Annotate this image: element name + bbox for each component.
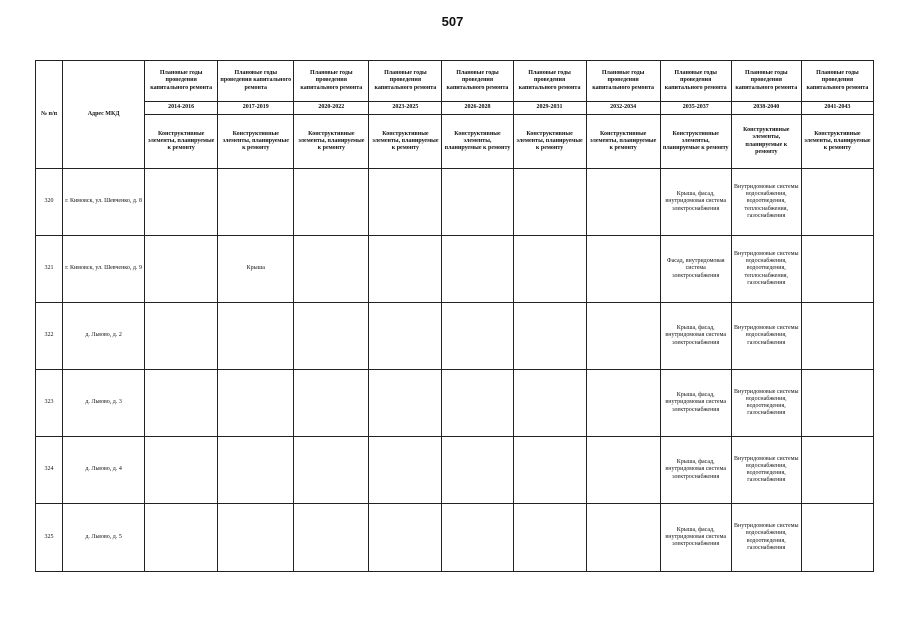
repair-cell: Внутридомовые системы водоснабжения, водоотведения, газоснабжения [731, 437, 801, 504]
repair-cell [369, 303, 442, 370]
repair-cell [294, 437, 369, 504]
header-row-years [36, 102, 874, 115]
repair-cell: Крыша, фасад, внутридомовая система электроснабжения [660, 504, 731, 572]
repair-cell [513, 236, 586, 303]
header-period: Плановые годы проведения капитального ремонта [801, 61, 873, 102]
table-row [36, 169, 874, 236]
repair-cell: Внутридомовые системы водоснабжения, газоснабжения [731, 303, 801, 370]
repair-cell [513, 504, 586, 572]
repair-cell [369, 504, 442, 572]
header-num: № п/п [36, 61, 63, 169]
repair-cell [513, 303, 586, 370]
repair-cell [145, 437, 218, 504]
repair-cell [369, 370, 442, 437]
header-elements: Конструктивные элементы, планируемые к ремонту [586, 115, 660, 169]
repair-cell [294, 236, 369, 303]
header-elements: Конструктивные элементы, планируемые к ремонту [731, 115, 801, 169]
header-elements: Конструктивные элементы, планируемые к ремонту [145, 115, 218, 169]
repair-cell [801, 169, 873, 236]
table-row [36, 303, 874, 370]
row-address: д. Львово, д. 4 [63, 437, 145, 504]
header-elements: Конструктивные элементы, планируемые к ремонту [294, 115, 369, 169]
header-period: Плановые годы проведения капитального ремонта [731, 61, 801, 102]
table-row [36, 236, 874, 303]
repair-cell [801, 437, 873, 504]
repair-cell: Крыша, фасад, внутридомовая система электроснабжения [660, 370, 731, 437]
repair-cell [586, 370, 660, 437]
row-address: д. Львово, д. 5 [63, 504, 145, 572]
repair-cell: Крыша [218, 236, 294, 303]
header-elements: Конструктивные элементы, планируемые к ремонту [218, 115, 294, 169]
repair-cell [801, 303, 873, 370]
header-row-elements [36, 115, 874, 169]
repair-cell [442, 437, 513, 504]
repair-cell [294, 303, 369, 370]
repair-cell [218, 169, 294, 236]
repair-cell [513, 370, 586, 437]
repair-cell [586, 169, 660, 236]
capital-repair-plan-table [35, 60, 874, 572]
header-elements: Конструктивные элементы, планируемые к ремонту [660, 115, 731, 169]
header-elements: Конструктивные элементы, планируемые к ремонту [442, 115, 513, 169]
repair-cell: Внутридомовые системы водоснабжения, водоотведения, газоснабжения [731, 504, 801, 572]
row-address: г. Кимовск, ул. Шевченко, д. 9 [63, 236, 145, 303]
repair-cell [369, 236, 442, 303]
repair-cell: Внутридомовые системы водоснабжения, водоотведения, газоснабжения [731, 370, 801, 437]
header-period: Плановые годы проведения капитального ремонта [513, 61, 586, 102]
repair-cell: Крыша, фасад, внутридомовая система электроснабжения [660, 303, 731, 370]
table-row [36, 437, 874, 504]
repair-cell [442, 370, 513, 437]
repair-cell: Крыша, фасад, внутридомовая система электроснабжения [660, 169, 731, 236]
header-elements: Конструктивные элементы, планируемые к ремонту [801, 115, 873, 169]
table-row [36, 504, 874, 572]
repair-cell [586, 303, 660, 370]
repair-cell [369, 169, 442, 236]
repair-cell [294, 169, 369, 236]
repair-cell: Внутридомовые системы водоснабжения, водоотведения, теплоснабжения, газоснабжения [731, 236, 801, 303]
repair-cell [218, 437, 294, 504]
header-elements: Конструктивные элементы, планируемые к ремонту [369, 115, 442, 169]
repair-cell [442, 169, 513, 236]
repair-cell [801, 504, 873, 572]
header-period: Плановые годы проведения капитального ремонта [145, 61, 218, 102]
repair-cell [586, 236, 660, 303]
repair-cell [513, 437, 586, 504]
repair-cell [218, 504, 294, 572]
repair-cell [801, 370, 873, 437]
repair-cell: Крыша, фасад, внутридомовая система электроснабжения [660, 437, 731, 504]
header-years: 2026-2028 [442, 102, 513, 115]
row-number: 322 [36, 303, 63, 370]
repair-cell [145, 303, 218, 370]
header-period: Плановые годы проведения капитального ремонта [369, 61, 442, 102]
row-address: г. Кимовск, ул. Шевченко, д. 8 [63, 169, 145, 236]
header-period: Плановые годы проведения капитального ремонта [442, 61, 513, 102]
header-address: Адрес МКД [63, 61, 145, 169]
row-address: д. Львово, д. 2 [63, 303, 145, 370]
header-years: 2041-2043 [801, 102, 873, 115]
header-elements: Конструктивные элементы, планируемые к ремонту [513, 115, 586, 169]
header-period: Плановые годы проведения капитального ремонта [218, 61, 294, 102]
header-years: 2032-2034 [586, 102, 660, 115]
table-row [36, 370, 874, 437]
repair-cell [801, 236, 873, 303]
repair-cell [145, 370, 218, 437]
repair-cell [218, 370, 294, 437]
row-number: 321 [36, 236, 63, 303]
repair-cell [218, 303, 294, 370]
header-years: 2029-2031 [513, 102, 586, 115]
repair-cell: Внутридомовые системы водоснабжения, водоотведения, теплоснабжения, газоснабжения [731, 169, 801, 236]
repair-cell [586, 437, 660, 504]
repair-cell [442, 504, 513, 572]
row-number: 320 [36, 169, 63, 236]
row-number: 324 [36, 437, 63, 504]
row-number: 323 [36, 370, 63, 437]
repair-cell [145, 504, 218, 572]
repair-cell [513, 169, 586, 236]
header-years: 2014-2016 [145, 102, 218, 115]
repair-cell: Фасад, внутридомовая система электроснабжения [660, 236, 731, 303]
repair-cell [442, 236, 513, 303]
repair-cell [442, 303, 513, 370]
repair-cell [369, 437, 442, 504]
header-period: Плановые годы проведения капитального ремонта [586, 61, 660, 102]
repair-cell [294, 370, 369, 437]
repair-cell [294, 504, 369, 572]
header-period: Плановые годы проведения капитального ремонта [660, 61, 731, 102]
repair-cell [145, 236, 218, 303]
repair-cell [145, 169, 218, 236]
header-period: Плановые годы проведения капитального ремонта [294, 61, 369, 102]
repair-cell [586, 504, 660, 572]
header-row-period [36, 61, 874, 102]
header-years: 2023-2025 [369, 102, 442, 115]
header-years: 2038-2040 [731, 102, 801, 115]
row-number: 325 [36, 504, 63, 572]
header-years: 2020-2022 [294, 102, 369, 115]
row-address: д. Львово, д. 3 [63, 370, 145, 437]
header-years: 2035-2037 [660, 102, 731, 115]
page-number: 507 [441, 14, 464, 29]
header-years: 2017-2019 [218, 102, 294, 115]
